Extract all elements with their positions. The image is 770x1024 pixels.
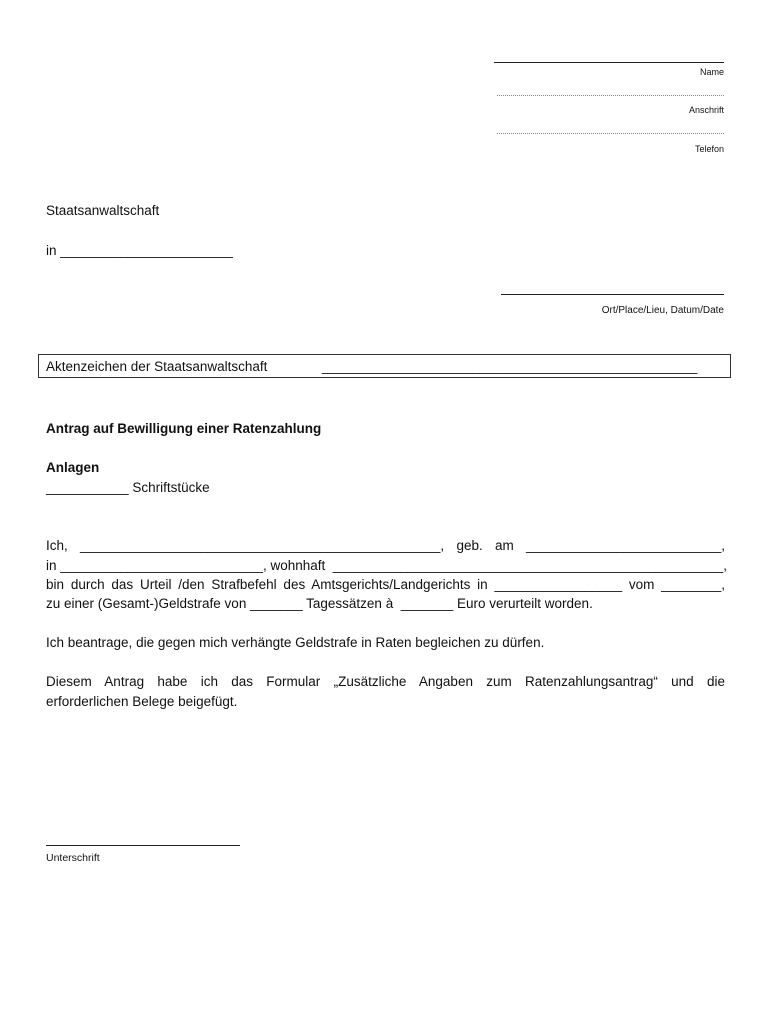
name-line[interactable] (494, 62, 724, 63)
paragraph1-line2[interactable]: in ___________________________, wohnhaft ____________________________________________________, (46, 558, 727, 573)
paragraph1-line4[interactable]: zu einer (Gesamt-)Geldstrafe von _______ Tagessätzen à _______ Euro verurteilt worden. (46, 596, 593, 611)
attachments-line[interactable]: ___________ Schriftstücke (46, 480, 210, 495)
name-label: Name (699, 67, 724, 77)
paragraph1-line1[interactable]: Ich, ________________________________________________, geb. am __________________________, (46, 538, 725, 553)
recipient-in-line[interactable]: in _______________________ (46, 243, 233, 258)
document-title: Antrag auf Bewilligung einer Ratenzahlung (46, 421, 322, 436)
paragraph3-line2: erforderlichen Belege beigefügt. (46, 694, 238, 709)
date-label: Ort/Place/Lieu, Datum/Date (601, 305, 724, 316)
date-line[interactable] (501, 294, 724, 295)
recipient-office: Staatsanwaltschaft (46, 203, 160, 218)
reference-box (38, 354, 731, 378)
phone-label: Telefon (694, 144, 724, 154)
paragraph3-line1: Diesem Antrag habe ich das Formular „Zusätzliche Angaben zum Ratenzahlungsantrag“ und die (46, 674, 725, 689)
address-line[interactable] (497, 95, 724, 96)
phone-line[interactable] (497, 133, 724, 134)
reference-label: Aktenzeichen der Staatsanwaltschaft (46, 359, 268, 374)
attachments-heading: Anlagen (46, 460, 100, 475)
address-label: Anschrift (688, 105, 724, 115)
reference-field[interactable]: __________________________________________________ (322, 359, 698, 374)
signature-line[interactable] (46, 845, 240, 846)
paragraph1-line3[interactable]: bin durch das Urteil /den Strafbefehl des Amtsgerichts/Landgerichts in _________________ vom ________, (46, 577, 725, 592)
signature-label: Unterschrift (46, 852, 100, 864)
paragraph2: Ich beantrage, die gegen mich verhängte Geldstrafe in Raten begleichen zu dürfen. (46, 635, 545, 650)
